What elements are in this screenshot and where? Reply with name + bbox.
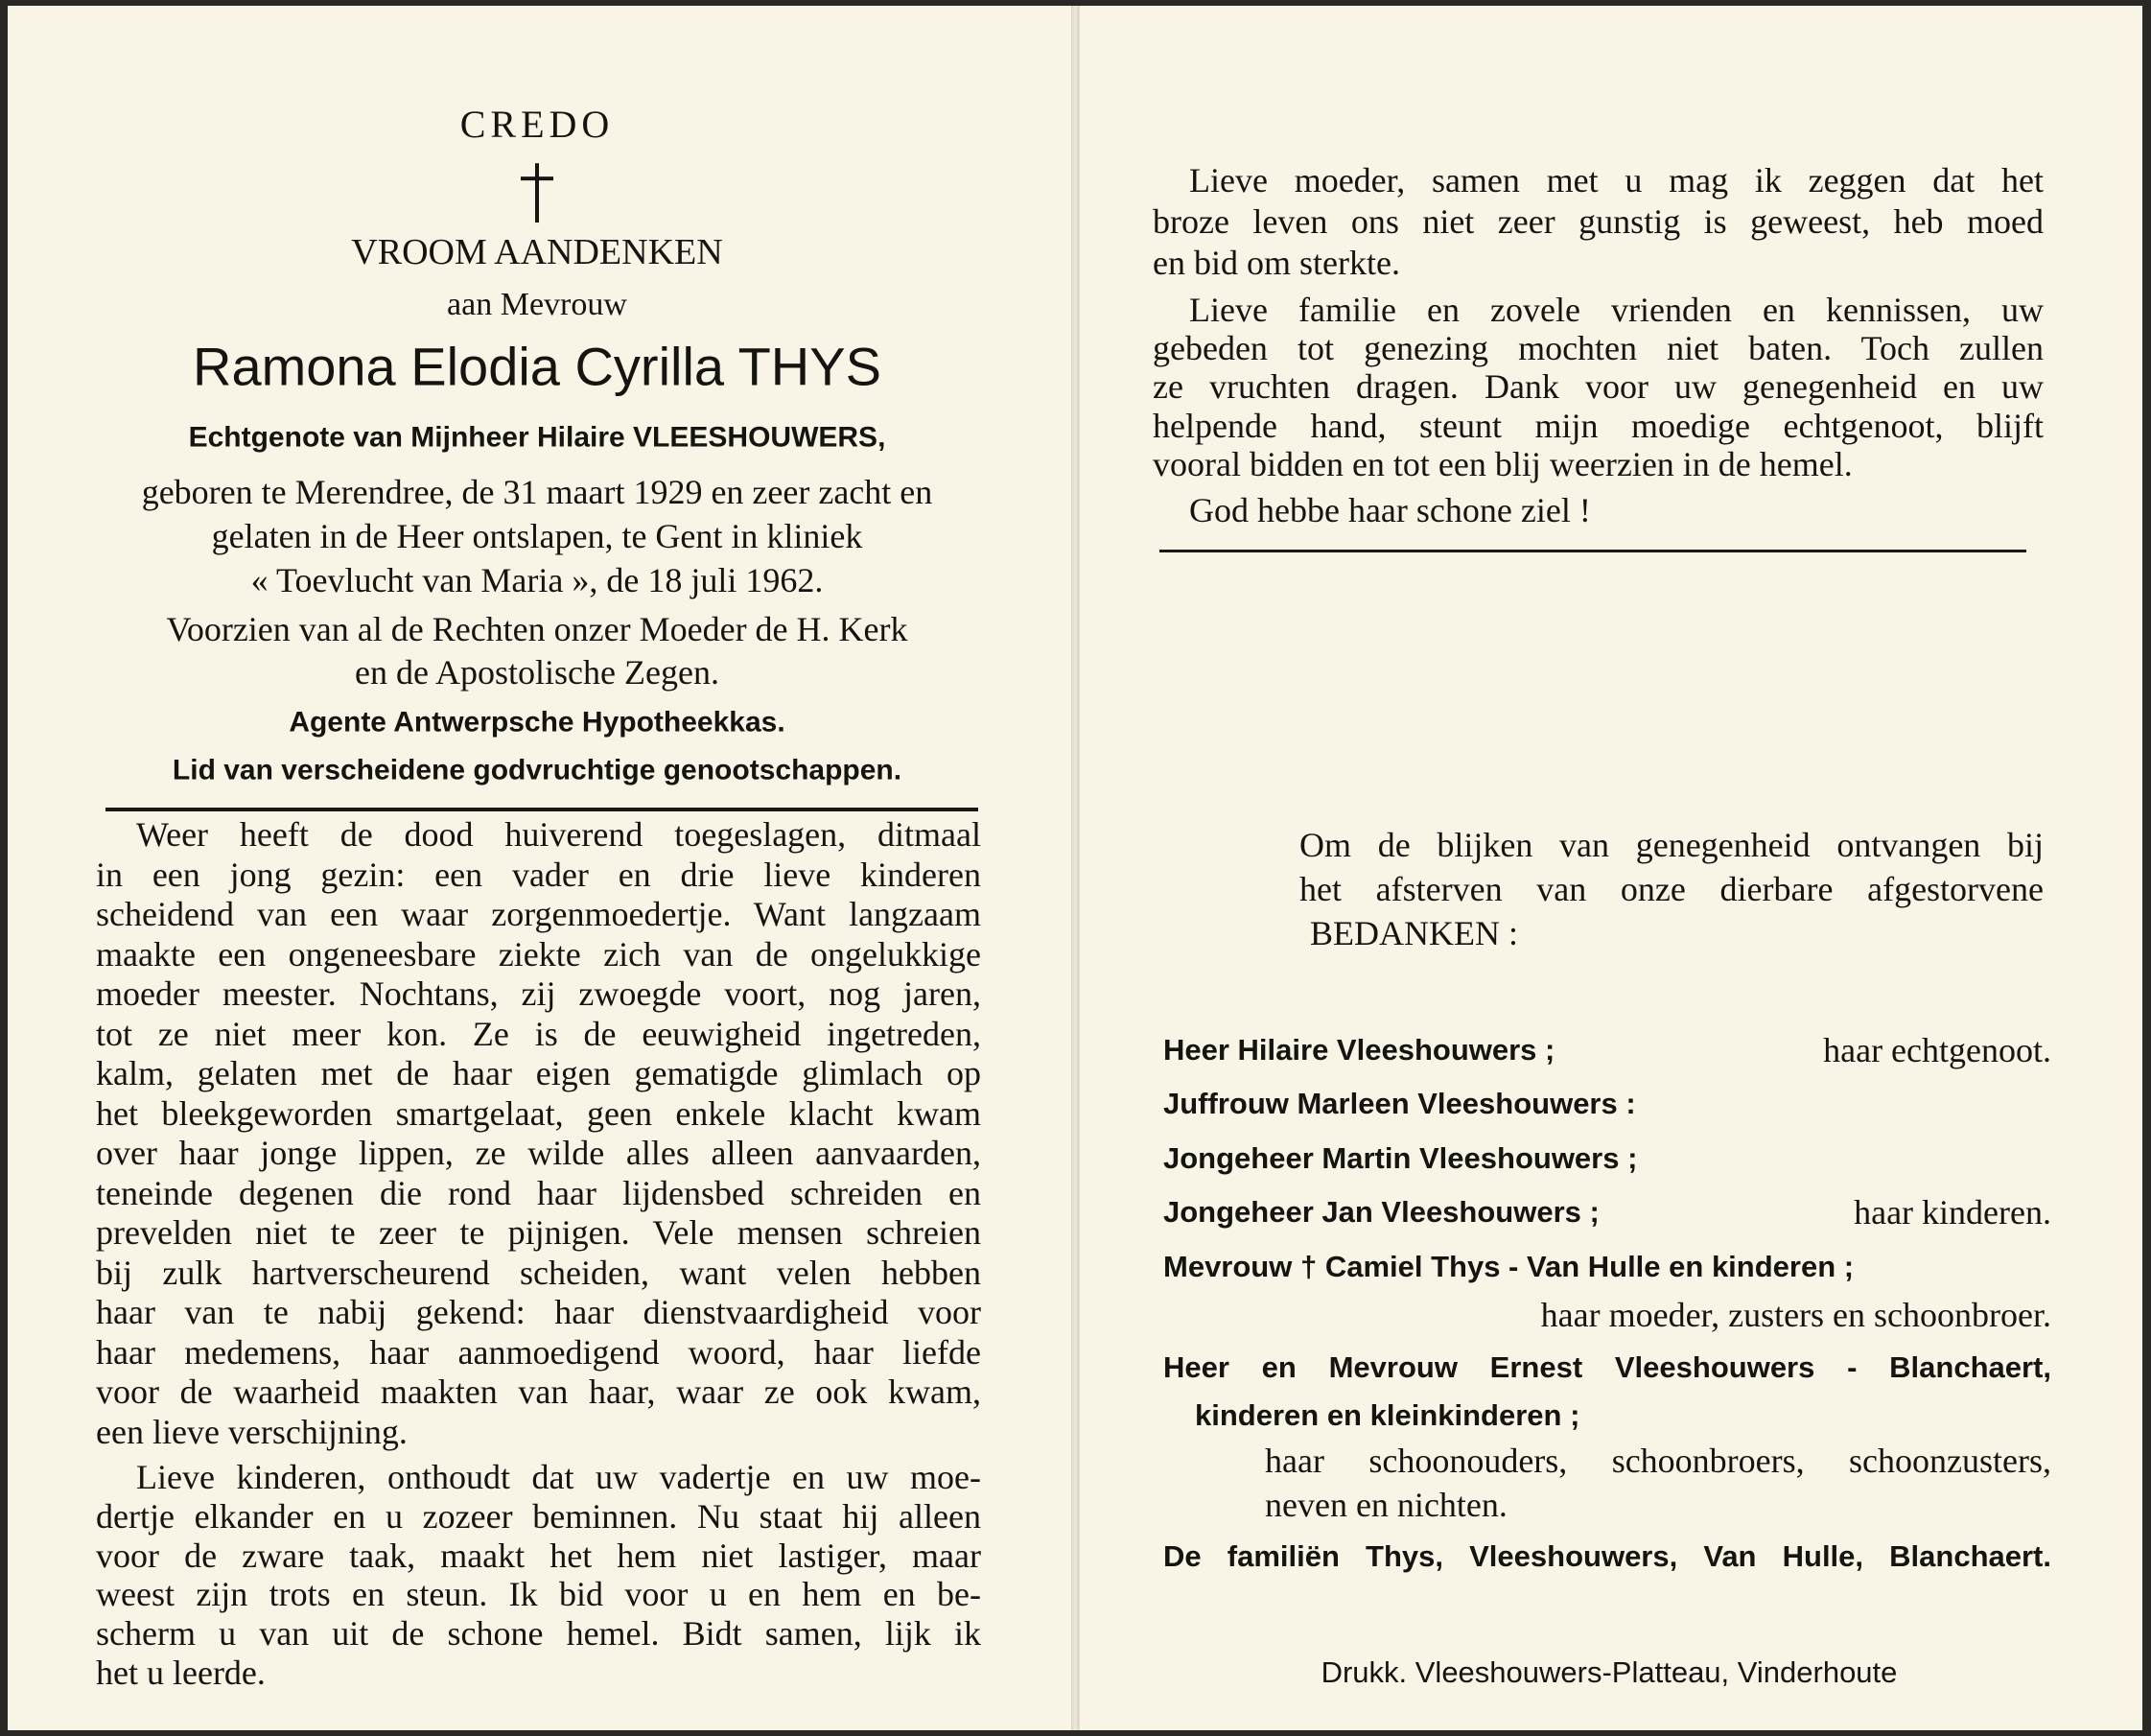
cross-icon (0, 163, 1074, 227)
text-line: maakte een ongeneesbare ziekte zich van de ongelukkige (96, 934, 981, 974)
text-line: broze leven ons niet zeer gunstig is geweest, heb moed (1153, 201, 2044, 241)
printer-credit: Drukk. Vleeshouwers-Platteau, Vinderhoute (1321, 1655, 1898, 1690)
family-name: Heer Hilaire Vleeshouwers ; (1163, 1033, 1555, 1067)
text-line: bij zulk hartverscheurend scheiden, want velen hebben (96, 1253, 981, 1292)
text-line: prevelden niet te zeer te pijnigen. Vele mensen schreien (96, 1212, 981, 1252)
family-relation-cont: neven en nichten. (1265, 1485, 1508, 1524)
thanks-heading: BEDANKEN : (1310, 913, 1518, 952)
spouse-line: Echtgenote van Mijnheer Hilaire VLEESHOUWERS, (188, 421, 886, 454)
text-line: Lieve familie en zovele vrienden en kennissen, uw (1189, 290, 2044, 329)
prayer-line: God hebbe haar schone ziel ! (1189, 490, 1591, 529)
header-credo: CREDO (459, 103, 615, 147)
text-line: moeder meester. Nochtans, zij zwoegde voort, nog jaren, (96, 974, 981, 1013)
family-name: Heer en Mevrouw Ernest Vleeshouwers - Blanchaert, (1163, 1350, 2051, 1385)
thanks-intro-line: Om de blijken van genegenheid ontvangen bij (1299, 825, 2044, 864)
text-line: kalm, gelaten met de haar eigen gematigde glimlach op (96, 1053, 981, 1092)
family-name: Jongeheer Martin Vleeshouwers ; (1163, 1141, 1638, 1176)
deceased-name: Ramona Elodia Cyrilla THYS (193, 336, 881, 397)
text-line: voor de zware taak, maakt het hem niet lastiger, maar (96, 1536, 981, 1575)
text-line: Lieve moeder, samen met u mag ik zeggen dat het (1189, 160, 2044, 199)
family-relation: haar schoonouders, schoonbroers, schoonzusters, (1265, 1441, 2051, 1480)
text-line: helpende hand, steunt mijn moedige echtgenoot, blijft (1153, 406, 2044, 445)
salutation: aan Mevrouw (447, 287, 627, 323)
text-line: scherm u van uit de schone hemel. Bidt samen, lijk ik (96, 1614, 981, 1654)
text-line: vooral bidden en tot een blij weerzien in de hemel. (1153, 444, 1853, 483)
memorial-heading: VROOM AANDENKEN (351, 231, 723, 272)
thanks-intro-line: het afsterven van onze dierbare afgestorvene (1299, 869, 2044, 908)
text-line: een lieve verschijning. (96, 1412, 408, 1451)
family-relation: haar moeder, zusters en schoonbroer. (1540, 1295, 2051, 1334)
text-line: ze vruchten dragen. Dank voor uw genegenheid en uw (1153, 367, 2044, 407)
text-line: voor de waarheid maakten van haar, waar ze ook kwam, (96, 1372, 981, 1411)
text-line: gebeden tot genezing mochten niet baten. Toch zullen (1153, 329, 2044, 368)
detail-line: « Toevlucht van Maria », de 18 juli 1962. (250, 560, 824, 599)
detail-line: gelaten in de Heer ontslapen, te Gent in kliniek (211, 516, 863, 555)
detail-line: Voorzien van al de Rechten onzer Moeder de H. Kerk (166, 609, 908, 648)
text-line: het u leerde. (96, 1653, 266, 1692)
text-line: over haar jonge lippen, ze wilde alles alleen aanvaarden, (96, 1133, 981, 1172)
text-line: Lieve kinderen, onthoudt dat uw vadertje en uw moe- (136, 1457, 981, 1496)
text-line: haar medemens, haar aanmoedigend woord, haar liefde (96, 1332, 981, 1372)
occupation: Agente Antwerpsche Hypotheekkas. (289, 706, 785, 739)
text-line: tot ze niet meer kon. Ze is de eeuwigheid ingetreden, (96, 1014, 981, 1053)
membership: Lid van verscheidene godvruchtige genootschappen. (172, 754, 902, 786)
family-relation: haar kinderen. (1854, 1192, 2051, 1232)
family-name: Jongeheer Jan Vleeshouwers ; (1163, 1195, 1600, 1230)
text-line: en bid om sterkte. (1153, 243, 1400, 282)
family-name: De familiën Thys, Vleeshouwers, Van Hulle, Blanchaert. (1163, 1539, 2051, 1574)
text-line: dertje elkander en u zozeer beminnen. Nu staat hij alleen (96, 1496, 981, 1536)
detail-line: en de Apostolische Zegen. (355, 652, 719, 692)
family-name: Juffrouw Marleen Vleeshouwers : (1163, 1087, 1636, 1121)
text-line: scheidend van een waar zorgenmoedertje. Want langzaam (96, 894, 981, 933)
right-divider (1159, 550, 2026, 552)
family-name-cont: kinderen en kleinkinderen ; (1195, 1398, 1580, 1433)
text-line: in een jong gezin: een vader en drie lieve kinderen (96, 855, 981, 894)
family-relation: haar echtgenoot. (1823, 1030, 2051, 1069)
text-line: Weer heeft de dood huiverend toegeslagen, ditmaal (136, 814, 981, 854)
text-line: weest zijn trots en steun. Ik bid voor u en hem en be- (96, 1575, 981, 1614)
family-name: Mevrouw † Camiel Thys - Van Hulle en kinderen ; (1163, 1250, 1855, 1284)
text-line: haar van te nabij gekend: haar dienstvaardigheid voor (96, 1292, 981, 1331)
divider (105, 808, 978, 811)
text-line: teneinde degenen die rond haar lijdensbed schreiden en (96, 1173, 981, 1212)
detail-line: geboren te Merendree, de 31 maart 1929 en zeer zacht en (141, 472, 933, 511)
text-line: het bleekgeworden smartgelaat, geen enkele klacht kwam (96, 1093, 981, 1133)
